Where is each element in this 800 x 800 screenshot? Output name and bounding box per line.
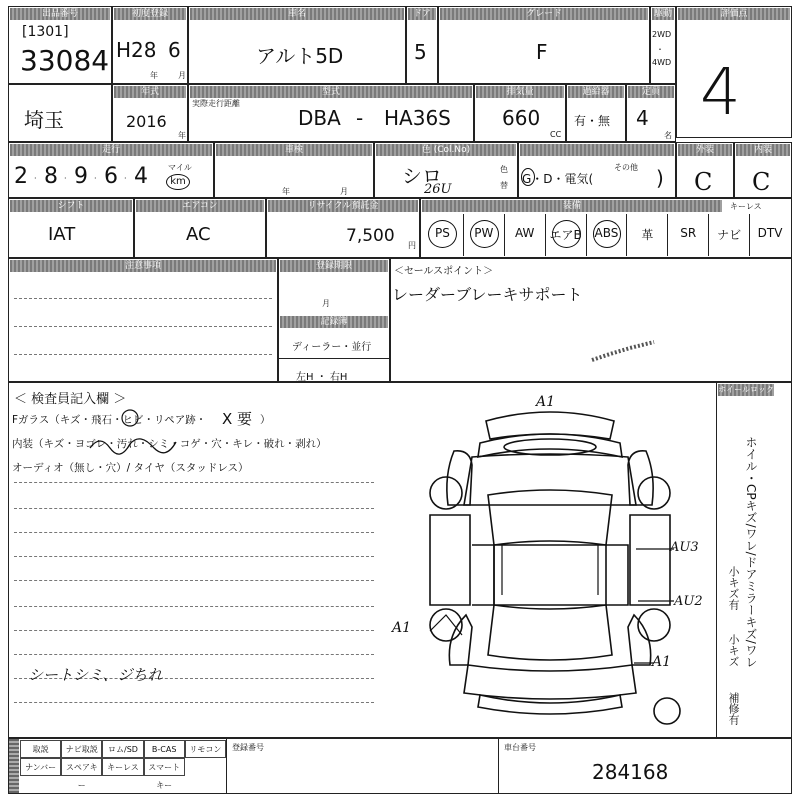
grade: F [536,40,548,64]
model-code: HA36S [384,106,451,130]
transmission-header: シフト [10,200,132,212]
car-name: アルト5D [256,44,344,68]
accessory-top: ナビ取説 [61,740,102,758]
color-change-2: 替 [500,181,508,190]
handle-side: 左H ・ 右H [296,372,348,383]
registration-month: 月 [322,299,330,308]
equipment-label: 革 [641,228,654,242]
reg-month: 6 [168,38,181,62]
turbo: 有・無 [574,114,611,128]
ac: AC [186,224,211,245]
era-year: H28 [116,38,157,62]
cc-unit: CC [550,130,562,139]
mileage-digit: 2 [14,164,28,189]
equipment-item [463,214,504,256]
recycle-fee: 7,500 [346,226,395,246]
notes-cell [8,258,278,382]
real-mileage-note: 実際走行距離 [192,99,240,108]
fuel-options: G・D・電気( [522,172,594,186]
equipment-label: エアB [549,228,582,242]
inspector-line [14,508,374,509]
equipment-label: ABS [594,226,619,240]
circle-sticker [652,696,682,726]
notes-line [14,326,272,327]
mileage-separator: · [64,174,67,183]
accessory-top: B-CAS [144,740,185,758]
car-name-header: 車名 [190,8,404,20]
mileage-digit: 4 [134,164,148,189]
inspector-line [14,556,374,557]
footer-divider [226,738,227,794]
shaken-year: 年 [282,187,290,196]
chassis-label: 車台番号 [504,743,536,752]
damage-mark-rear: A1 [652,654,672,670]
handwritten-note: シートシミ、ジちれ [28,666,163,684]
side-repair: 補修有 [727,692,740,725]
mileage-digits [14,164,174,192]
scribble-mark [590,340,660,362]
lot-header: 出品番号 [10,8,110,20]
grade-header: グレード [440,8,648,20]
equipment-header: 装備 [422,200,722,212]
transmission: IAT [48,224,76,245]
inspector-line [14,654,374,655]
mileage-digit: 9 [74,164,88,189]
notes-line [14,298,272,299]
inspector-line-1-mark: X 要 [222,410,253,428]
drive-4wd: 4WD [652,58,672,67]
equipment-circle [470,220,499,248]
mileage-separator: · [94,174,97,183]
inspector-line-1: Fガラス（キズ・飛石・ヒビ・リペア跡・ [12,414,207,426]
circled-marks [80,404,200,464]
history-header: 記録簿 [280,316,388,328]
accessory-bottom: スペアキー [61,758,102,776]
color-change-1: 色 [500,165,508,174]
damage-mark-left-rear: A1 [392,620,412,636]
accessory-top: リモコン [185,740,226,758]
registration-header: 登録期限 [280,260,388,272]
type-header: 型式 [190,86,472,98]
mileage-separator: · [124,174,127,183]
mileage-digit: 8 [44,164,58,189]
displacement: 660 [502,106,541,130]
inspector-title: ＜ 検査員記入欄 ＞ [14,392,127,407]
inspector-line-3: オーディオ（無し・穴）/ タイヤ（スタッドレス） [12,462,249,474]
interior-grade: C [752,168,771,196]
recycle-header: リサイクル預託金 [268,200,418,212]
ac-header: エアコン [136,200,264,212]
drive-2wd: 2WD [652,30,672,39]
side-text: ホイル・CPキズ/ワレ/ドアミラーキズ/ワレ [744,436,758,668]
inspector-line-1-close: ） [260,414,271,426]
turbo-header: 過給器 [568,86,624,98]
mileage-header: 走行 [10,144,212,156]
equipment-circle [593,220,622,248]
fuel-close: ) [656,166,664,190]
equipment-item [586,214,627,256]
inspector-line [14,606,374,607]
lot-number: 33084 [20,44,110,77]
accessory-bottom: スマートキー [144,758,185,776]
model-prefix: DBA [298,106,341,130]
inspector-line [14,580,374,581]
fuel-header [520,144,674,156]
year-unit: 年 [150,71,158,80]
km-unit-circled: km [166,174,190,190]
month-unit: 月 [178,71,186,80]
doors: 5 [414,40,427,64]
accessory-bottom: ナンバー [20,758,61,776]
doors-header: ドア [408,8,436,20]
shaken-header: 車検 [216,144,372,156]
displacement-header: 排気量 [476,86,564,98]
model-year: 2016 [126,112,167,131]
equipment-label: PS [435,226,450,240]
keyless-label: キーレス [730,202,762,211]
drive-header: 駆動 [653,9,672,19]
equipment-item [545,214,586,256]
inspector-line [14,702,374,703]
footer-accessories-bottom [20,758,226,790]
equipment-item [749,214,790,256]
score: 4 [700,56,741,130]
mile-unit: マイル [168,163,192,172]
footer-divider [498,738,499,794]
notes-line [14,354,272,355]
equipment-item [667,214,708,256]
damage-mark-right-quarter: AU2 [674,594,703,609]
year-header: 初度登録 [114,8,186,20]
inspector-line-2: 内装（キズ・ヨゴレ・汚れ・シミ・コゲ・穴・キレ・破れ・剥れ） [12,438,327,450]
equipment-circle [428,220,457,248]
equipment-label: PW [474,226,494,240]
equipment-item [708,214,749,256]
auction-code: [1301] [22,24,69,40]
fuel-other-label: その他 [614,163,638,172]
mileage-separator: · [34,174,37,183]
sales-point-label: ＜セールスポイント＞ [394,266,494,277]
equipment-item [626,214,667,256]
side-small-1: 小キズ有 [727,566,740,610]
sales-point: レーダーブレーキサポート [392,285,583,304]
model-year-unit: 年 [178,131,186,140]
mileage-digit: 6 [104,164,118,189]
model-year-header: 年式 [114,86,186,98]
fuel-gas-circle [521,168,535,186]
accessory-top: 取説 [20,740,61,758]
inspector-line [14,532,374,533]
equipment-circle [552,220,581,248]
equipment-label: ナビ [717,228,742,242]
prefecture: 埼玉 [24,108,64,132]
reg-number-label: 登録番号 [232,743,264,752]
damage-mark-right-rear-door: AU3 [670,540,699,555]
color-header: 色 (Col.No) [376,144,516,156]
side-small-2: 小キズ [727,634,740,667]
color: シロ [402,164,442,188]
model-dash: - [356,106,364,130]
notes-header: 注意事項 [10,260,276,272]
seats-unit: 名 [664,131,672,140]
seats: 4 [636,106,649,130]
inspector-line [14,482,374,483]
score-header: 評価点 [678,8,790,20]
equipment-label: AW [514,226,535,240]
seats-header: 定員 [628,86,674,98]
equipment-label: DTV [757,226,783,240]
wheel-lock-header: ホイールロック [718,385,774,394]
exterior-header: 外装 [678,144,732,156]
dealer-parallel: ディーラー・並行 [292,342,372,353]
damage-leader-lines [410,395,690,695]
chassis-number: 284168 [592,760,669,784]
interior-header: 内装 [736,144,790,156]
accessory-top: ロム/SD [102,740,143,758]
equipment-list [422,214,790,256]
yen-unit: 円 [408,241,416,250]
equipment-label: SR [680,226,697,240]
accessory-bottom: キーレス [102,758,143,776]
shaken-month: 月 [340,187,348,196]
inspector-line [14,630,374,631]
damage-mark-front: A1 [536,394,556,410]
drive-dot: ・ [656,45,664,54]
equipment-item [504,214,545,256]
color-code: 26U [424,182,452,197]
exterior-grade: C [694,168,713,196]
reg-divider [278,358,390,359]
footer-accessories-top [20,740,226,758]
equipment-item [422,214,463,256]
footer-side-tab [9,739,19,793]
